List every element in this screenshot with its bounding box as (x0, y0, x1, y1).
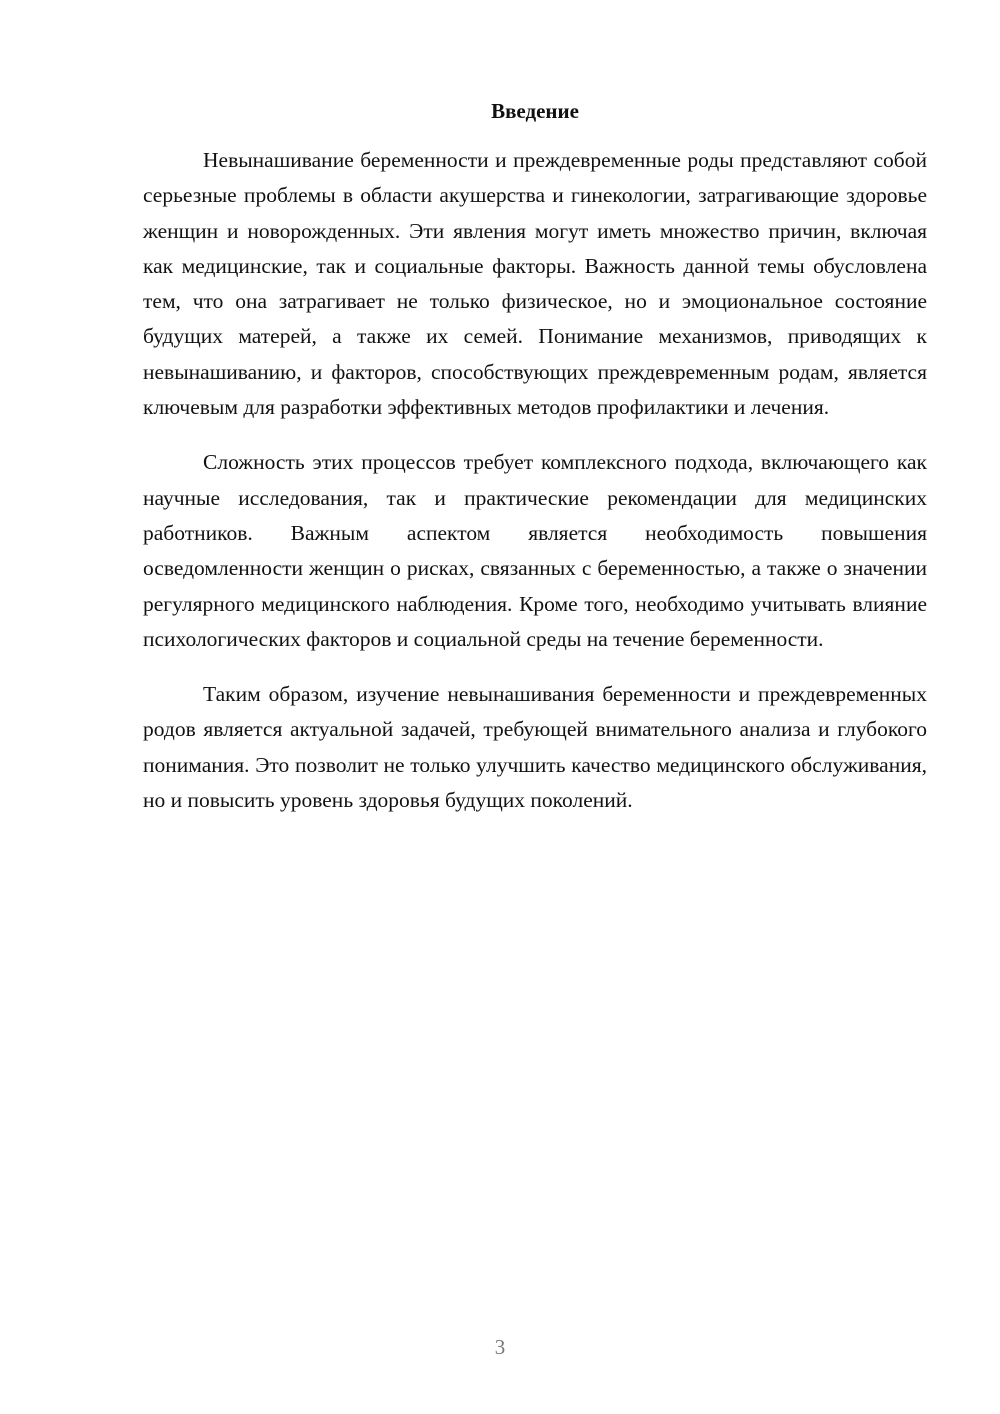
section-heading: Введение (491, 99, 579, 123)
paragraph: Таким образом, изучение невынашивания беременности и преждевременных родов является актуальной задачей, требующей внимательного анализа и глубокого понимания. Это позволит не только улучшить качество медицинского обслуживания, но и повысить уровень здоровья будущих поколений. (143, 682, 927, 813)
page-number: 3 (494, 1335, 506, 1359)
body-text (143, 143, 927, 838)
paragraph: Сложность этих процессов требует комплексного подхода, включающего как научные исследования, так и практические рекомендации для медицинских работников. Важным аспектом является необходимость повышения осведомленности женщин о рисках, связанных с беременностью, а также о значении регулярного медицинского наблюдения. Кроме того, необходимо учитывать влияние психологических факторов и социальной среды на течение беременности. (143, 450, 927, 651)
paragraph: Невынашивание беременности и преждевременные роды представляют собой серьезные проблемы в области акушерства и гинекологии, затрагивающие здоровье женщин и новорожденных. Эти явления могут иметь множество причин, включая как медицинские, так и социальные факторы. Важность данной темы обусловлена тем, что она затрагивает не только физическое, но и эмоциональное состояние будущих матерей, а также их семей. Понимание механизмов, приводящих к невынашиванию, и факторов, способствующих преждевременным родам, является ключевым для разработки эффективных методов профилактики и лечения. (143, 148, 927, 420)
